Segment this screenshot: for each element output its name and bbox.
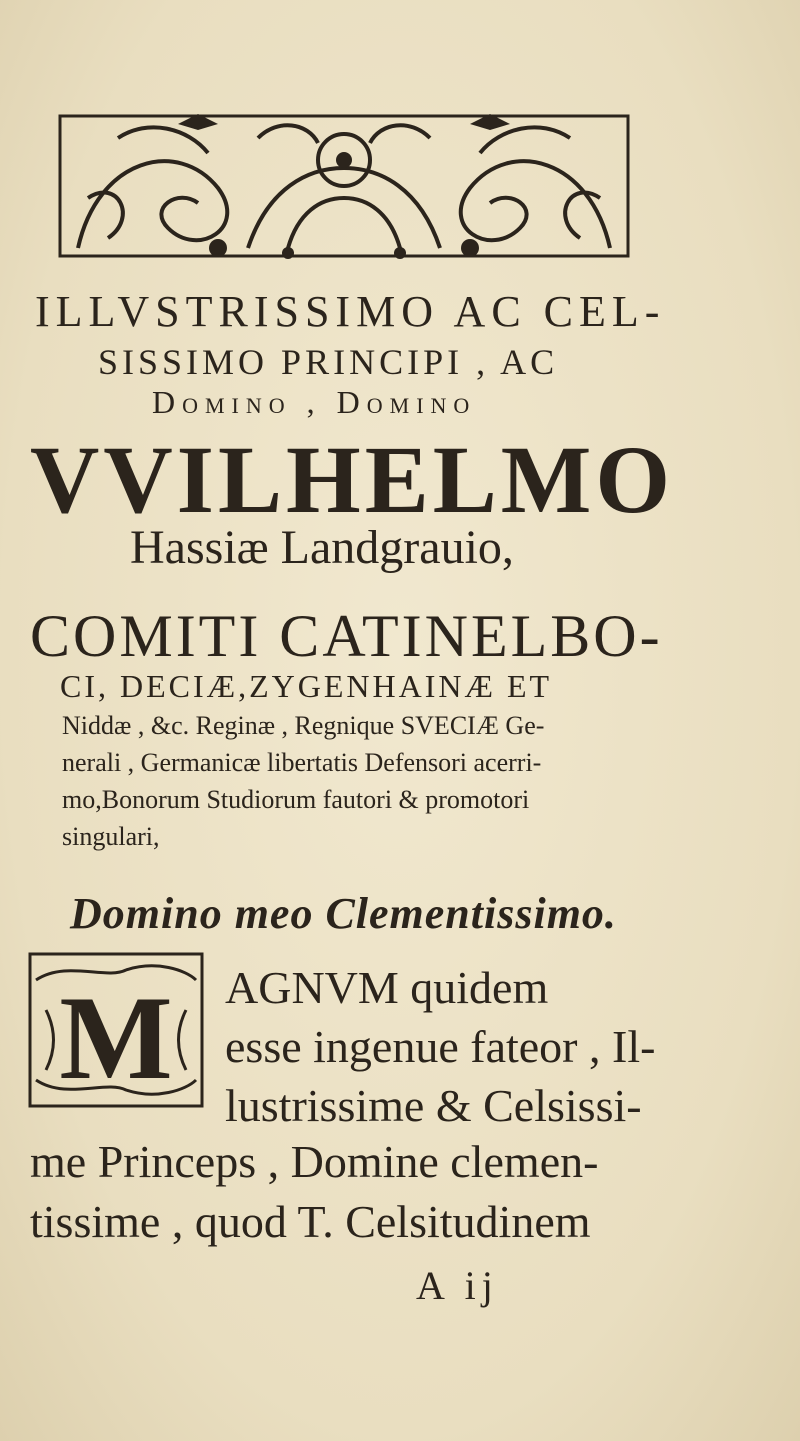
signature-mark: A ij bbox=[416, 1263, 499, 1308]
title-line-7: CI, DECIÆ,ZYGENHAINÆ ET bbox=[60, 668, 553, 704]
title-line-5: Hassiæ Landgrauio, bbox=[130, 521, 514, 574]
dedication-line: Domino meo Clementissimo. bbox=[70, 889, 617, 938]
title-line-6: COMITI CATINELBO- bbox=[30, 603, 663, 669]
headpiece-ornament-icon bbox=[58, 98, 630, 276]
title-line-1: ILLVSTRISSIMO AC CEL- bbox=[35, 287, 666, 336]
body-text-first-lines: AGNVM quidem esse ingenue fateor , Il- lustrissime & Celsissi- bbox=[225, 962, 656, 1131]
initial-letter-ornament-icon bbox=[26, 950, 206, 1110]
title-line-2: SISSIMO PRINCIPI , AC bbox=[98, 342, 559, 382]
body-text-continuation: me Princeps , Domine clemen- tissime , quod T. Celsitudinem bbox=[30, 1136, 599, 1247]
dedicatee-name: VVILHELMO bbox=[30, 426, 675, 533]
title-line-3: Domino , Domino bbox=[152, 384, 477, 420]
initial-letter: M bbox=[59, 971, 173, 1104]
titles-paragraph: Niddæ , &c. Reginæ , Regnique SVECIÆ Ge- nerali , Germanicæ libertatis Defensori acerri- mo,Bonorum Studiorum fautori & promotori singulari, bbox=[62, 711, 545, 851]
